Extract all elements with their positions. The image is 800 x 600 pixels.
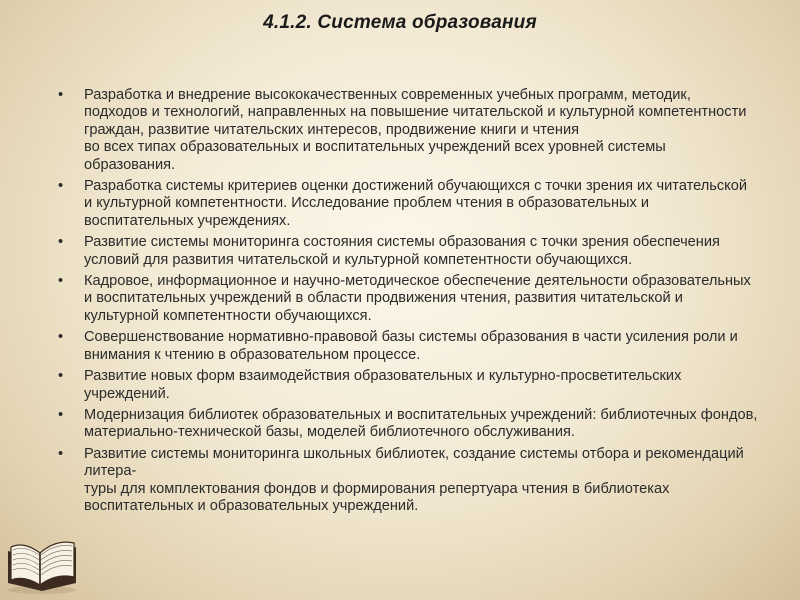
list-item-text: Разработка и внедрение высококачественных современных учебных программ, методик, подходов и технологий, направленных на повышение читательской и культурной компетентности граждан, развитие читательских интересов, продвижение книги и чтения во всех типах образовательных и воспитательных учреждений всех уровней системы образования. bbox=[84, 87, 747, 173]
bullet-marker: • bbox=[58, 273, 64, 290]
bullet-list bbox=[58, 87, 758, 519]
list-item-text: Разработка системы критериев оценки достижений обучающихся с точки зрения их читательской и культурной компетентности. Исследование проблем чтения в образовательных и воспитательных учреждениях. bbox=[84, 178, 747, 229]
open-book-icon bbox=[4, 533, 80, 595]
list-item bbox=[58, 368, 758, 403]
list-item-text: Развитие системы мониторинга состояния системы образования с точки зрения обеспечения условий для развития читательской и культурной компетентности обучающихся. bbox=[84, 234, 720, 268]
bullet-marker: • bbox=[58, 329, 64, 346]
list-item-text: Модернизация библиотек образовательных и воспитательных учреждений: библиотечных фондов, материально-технической базы, моделей библиотечного обслуживания. bbox=[84, 406, 758, 441]
list-item bbox=[58, 234, 758, 269]
bullet-marker: • bbox=[58, 406, 64, 423]
list-item-text: Развитие новых форм взаимодействия образовательных и культурно-просветительских учреждений. bbox=[84, 368, 682, 402]
bullet-marker: • bbox=[58, 368, 64, 385]
list-item bbox=[58, 407, 758, 442]
bullet-marker: • bbox=[58, 234, 64, 251]
bullet-marker: • bbox=[58, 445, 64, 462]
list-item bbox=[58, 329, 758, 364]
list-item-text: Кадровое, информационное и научно-методическое обеспечение деятельности образовательных и воспитательных учреждений в области продвижения чтения, развития читательской и культурной компетентности обучающихся. bbox=[84, 273, 751, 324]
bullet-marker: • bbox=[58, 178, 64, 195]
list-item bbox=[58, 178, 758, 230]
slide-title: 4.1.2. Система образования bbox=[263, 12, 537, 33]
list-item bbox=[58, 446, 758, 516]
list-item-text: Совершенствование нормативно-правовой базы системы образования в части усиления роли и внимания к чтению в образовательном процессе. bbox=[84, 329, 738, 363]
list-item bbox=[58, 273, 758, 325]
list-item-text: Развитие системы мониторинга школьных библиотек, создание системы отбора и рекомендаций литера- туры для комплектования фондов и формирования репертуара чтения в библиотеках воспитательных и образовательных учреждений. bbox=[84, 445, 744, 514]
list-item bbox=[58, 87, 758, 174]
bullet-marker: • bbox=[58, 87, 64, 103]
